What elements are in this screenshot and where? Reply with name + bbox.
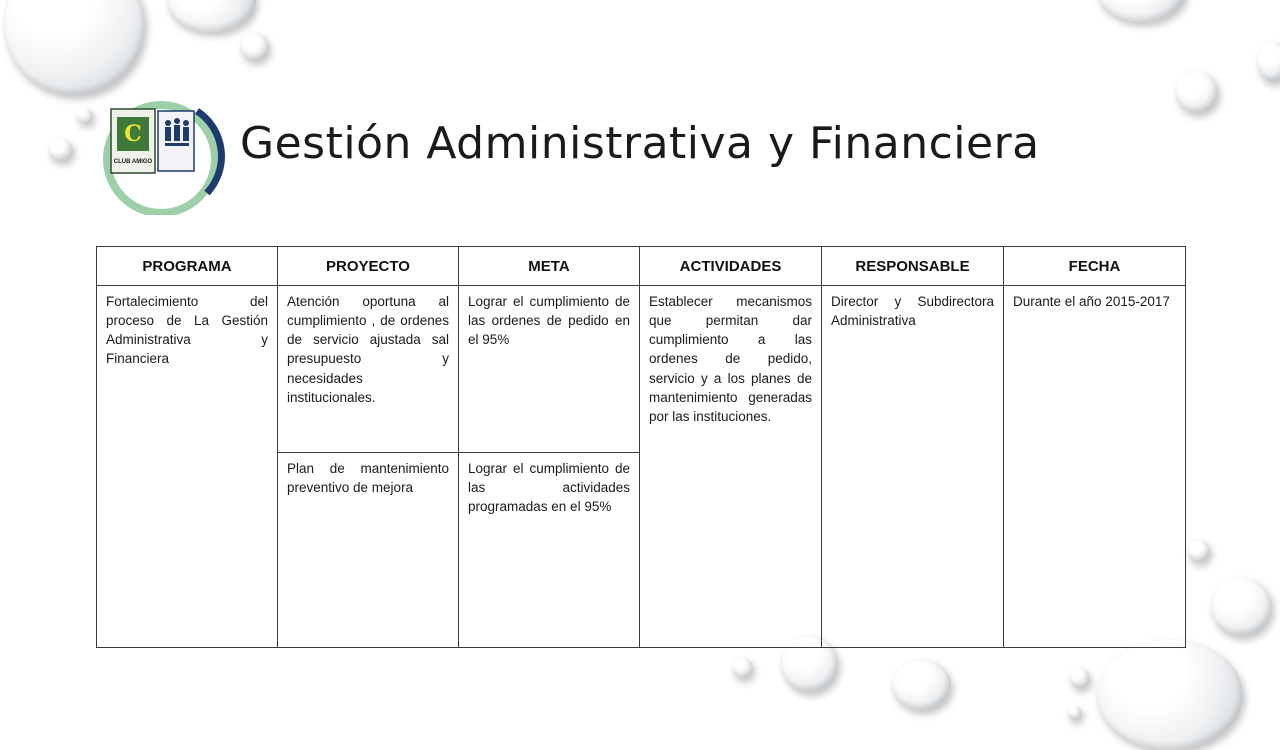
header-programa: PROGRAMA [97, 247, 278, 286]
water-drop-decoration [893, 660, 951, 710]
svg-text:C: C [124, 121, 142, 147]
header-meta: META [459, 247, 640, 286]
header-fecha: FECHA [1004, 247, 1186, 286]
logo-caption: CLUB AMIGO [113, 159, 153, 165]
slide-title: Gestión Administrativa y Financiera [240, 118, 1040, 169]
plan-table [96, 246, 1186, 648]
water-drop-decoration [1188, 540, 1210, 562]
water-drop-decoration [1098, 0, 1186, 22]
water-drop-decoration [1176, 71, 1218, 113]
water-drop-decoration [49, 139, 73, 161]
cell-fecha: Durante el año 2015-2017 [1004, 286, 1186, 648]
cell-proyecto-1: Atención oportuna al cumplimiento , de ordenes de servicio ajustada sal presupuesto y necesidades institucionales. [278, 286, 459, 453]
cell-meta-2: Lograr el cumplimiento de las actividades programadas en el 95% [459, 453, 640, 648]
water-drop-decoration [1098, 640, 1243, 750]
table-header-row [97, 247, 1186, 286]
water-drop-decoration [1070, 668, 1090, 688]
water-drop-decoration [1258, 42, 1280, 82]
cell-proyecto-2: Plan de mantenimiento preventivo de mejora [278, 453, 459, 648]
water-drop-decoration [1212, 578, 1272, 636]
cell-meta-1: Lograr el cumplimiento de las ordenes de pedido en el 95% [459, 286, 640, 453]
cell-responsable: Director y Subdirectora Administrativa [822, 286, 1004, 648]
cell-actividades: Establecer mecanismos que permitan dar cumplimiento a las ordenes de pedido, servicio y a los planes de mantenimiento generadas por las instituciones. [640, 286, 822, 648]
water-drop-decoration [241, 33, 269, 61]
cell-programa: Fortalecimiento del proceso de La Gestión Administrativa y Financiera [97, 286, 278, 648]
water-drop-decoration [168, 0, 256, 32]
header-actividades: ACTIVIDADES [640, 247, 822, 286]
header-proyecto: PROYECTO [278, 247, 459, 286]
water-drop-decoration [1068, 706, 1082, 720]
water-drop-decoration [733, 658, 753, 678]
table-row [97, 286, 1186, 453]
water-drop-decoration [5, 0, 145, 95]
institution-logo [97, 97, 225, 215]
water-drop-decoration [77, 108, 93, 124]
header-responsable: RESPONSABLE [822, 247, 1004, 286]
